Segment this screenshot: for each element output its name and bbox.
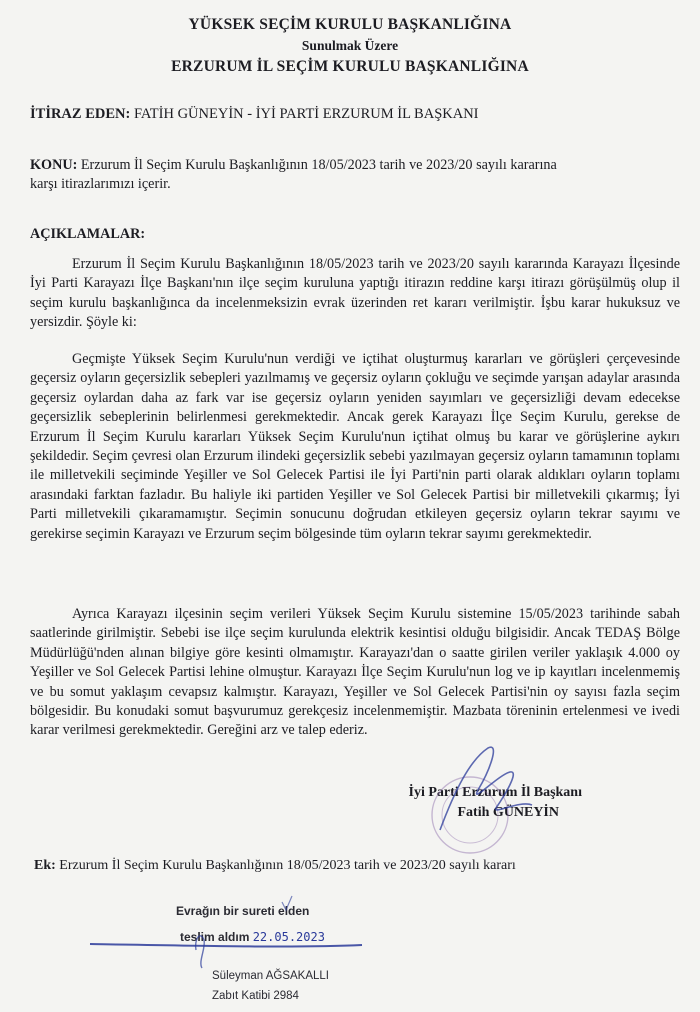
paragraph-1: Erzurum İl Seçim Kurulu Başkanlığının 18/05/2023 tarih ve 2023/20 sayılı kararında Karayazı İlçesinde İyi Parti Karayazı İlçe Başkanı'nın ilçe seçim kuruluna yaptığı itirazın reddine karşı itirazı görüşülmüş olup il seçim kurulu başkanlığınca da incelenmeksizin evrak üzerinden ret kararı verilmiştir. İşbu karar hukuksuz ve yersizdir. Şöyle ki: bbox=[30, 256, 680, 331]
receipt-line-1: Evrağın bir sureti elden bbox=[176, 904, 310, 918]
header-line-1: YÜKSEK SEÇİM KURULU BAŞKANLIĞINA bbox=[188, 16, 512, 33]
header-line-3: ERZURUM İL SEÇİM KURULU BAŞKANLIĞINA bbox=[171, 58, 529, 75]
paragraph-3: Ayrıca Karayazı ilçesinin seçim verileri Yüksek Seçim Kurulu sistemine 15/05/2023 tarihinde sabah saatlerinde girilmiştir. Sebebi ise ilçe seçim kurulunda elektrik kesintisi olduğu bilgisidir. Ancak TEDAŞ Bölge Müdürlüğü'nden alınan bilgiye göre kesinti olmamıştır. Karayazı'dan o saatte girilen veriler yaklaşık 4.000 oy Yeşiller ve Sol Gelecek Partisi lehine olmuştur. Karayazı İlçe Seçim Kurulu'nun log ve ip kayıtları incelenmemiş ve bu somut yaklaşım cevapsız kalmıştır. Karayazı, Yeşiller ve Sol Gelecek Partisi'nin oy sayısı fazla seçim bölgesidir. Bu konudaki somut başvurumuz gerekçesiz incelenmemiştir. Mazbata töreninin ertelenmesi ve ivedi karar verilmesi gerekmektedir. Gereğini arz ve talep ederiz. bbox=[30, 606, 680, 739]
official-name: Süleyman AĞSAKALLI bbox=[212, 970, 329, 982]
party-seal-stamp bbox=[432, 777, 508, 853]
paragraph-2: Geçmişte Yüksek Seçim Kurulu'nun verdiği ve içtihat oluşturmuş kararları ve görüşleri çerçevesinde geçersiz oyların geçersizlik sebepleri yazılmamış ve geçersiz oyların çokluğu ve seçimde yarışan adaylar arasında geçersiz oylardan daha az fark var ise geçersiz oyların yeniden sayımları ve geçersizliği devam edecekse geçersizlik sebeplerinin belirlenmesi gerekmektedir. Ancak gerek Karayazı İlçe Seçim Kurulu, gerekse de Erzurum İl Seçim Kurulu kararları Yüksek Seçim Kurulu'nun içtihat olmuş bu karar ve görüşlerine aykırı şekildedir. Seçim çevresi olan Erzurum ilindeki geçersizlik sebebi yazılmayan geçersiz oyların tamamının toplamı ile milletvekili seçiminde Yeşiller ve Sol Gelecek Partisi ile İyi Parti'nin parti olarak aldıkları oyların toplamı arasındaki farktan fazladır. Bu haliyle iki partiden Yeşiller ve Sol Gelecek Partisi bir milletvekili çıkarmış; İyi Parti milletvekili çıkaramamıştır. Seçimin sonucunu doğrudan etkileyen geçersiz oyların tekrar sayımı ve gerekirse seçimin Karayazı ve Erzurum seçim bölgesinde tüm oyların tekrar sayımı gerekmektedir. bbox=[30, 351, 680, 542]
objector-value: FATİH GÜNEYİN - İYİ PARTİ ERZURUM İL BAŞKANI bbox=[133, 106, 479, 122]
signature-name: Fatih GÜNEYİN bbox=[457, 805, 559, 820]
official-title: Zabıt Katibi 2984 bbox=[212, 990, 299, 1002]
objector-label: İTİRAZ EDEN: bbox=[30, 106, 131, 122]
signature-title: İyi Parti Erzurum İl Başkanı bbox=[408, 785, 582, 800]
explanations-heading: AÇIKLAMALAR: bbox=[30, 226, 146, 242]
official-signature-stroke bbox=[196, 936, 205, 968]
header-line-2: Sunulmak Üzere bbox=[301, 38, 399, 53]
attachment-label: Ek: bbox=[34, 858, 56, 873]
attachment-text: Erzurum İl Seçim Kurulu Başkanlığının 18/05/2023 tarih ve 2023/20 sayılı kararı bbox=[59, 858, 516, 873]
receipt-date: 22.05.2023 bbox=[252, 930, 325, 944]
receipt-tick-stroke bbox=[282, 896, 292, 910]
receipt-label: teslim aldım bbox=[180, 930, 250, 944]
subject-label: KONU: bbox=[30, 157, 78, 173]
signature-scribble bbox=[440, 747, 532, 830]
receipt-underline-stroke bbox=[90, 944, 362, 947]
subject-text-1: Erzurum İl Seçim Kurulu Başkanlığının 18/05/2023 tarih ve 2023/20 sayılı kararına bbox=[80, 157, 557, 173]
subject-line-2: karşı itirazlarımızı içerir. bbox=[30, 176, 171, 192]
